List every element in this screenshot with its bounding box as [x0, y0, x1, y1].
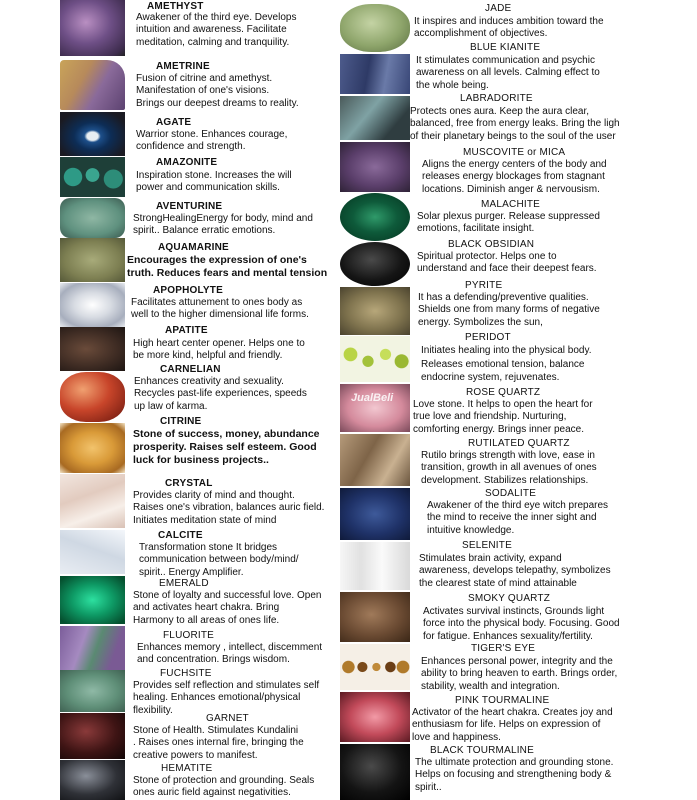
smoky-quartz-stone-image [340, 592, 410, 642]
peridot-stone-image [340, 336, 410, 382]
hematite-stone-image [60, 760, 125, 800]
emerald-stone-image [60, 576, 125, 624]
agate-stone-image [60, 112, 125, 156]
fuchsite-description: Provides self reflection and stimulates self healing. Enhances emotional/physical flexibility. [133, 680, 320, 716]
carnelian-description: Enhances creativity and sexuality. Recycles past-life experiences, speeds up law of karma. [134, 376, 307, 412]
agate-description: Warrior stone. Enhances courage, confidence and strength. [136, 129, 288, 153]
sodalite-description: Awakener of the third eye witch prepares the mind to receive the inner sight and intuitive knowledge. [427, 500, 609, 536]
jade-description: It inspires and induces ambition toward the accomplishment of objectives. [414, 16, 604, 40]
citrine-stone-image [60, 423, 125, 473]
ametrine-description: Fusion of citrine and amethyst. Manifestation of one's visions. Brings our deepest dreams to reality. [136, 73, 299, 109]
amazonite-stone-image [60, 157, 125, 197]
pink-tourmaline-description: Activator of the heart chakra. Creates joy and enthusiasm for life. Helps on expression of love and happiness. [412, 707, 613, 743]
crystal-name: CRYSTAL [165, 478, 213, 489]
peridot-description: Initiates healing into the physical body. Releases emotional tension, balance endocrine system, rejuvenates. [421, 345, 592, 383]
apopholyte-name: APOPHOLYTE [153, 285, 223, 296]
pyrite-name: PYRITE [465, 280, 503, 291]
labradorite-name: LABRADORITE [460, 93, 533, 104]
muscovite-name: MUSCOVITE or MICA [463, 147, 566, 158]
black-tourmaline-name: BLACK TOURMALINE [430, 745, 534, 756]
smoky-quartz-name: SMOKY QUARTZ [468, 593, 551, 604]
citrine-description: Stone of success, money, abundance prosperity. Raises self esteem. Good luck for business projects.. [133, 428, 320, 466]
apatite-name: APATITE [165, 325, 208, 336]
aquamarine-name: AQUAMARINE [158, 242, 229, 253]
jade-name: JADE [485, 3, 512, 14]
muscovite-stone-image [340, 142, 410, 192]
tigers-eye-description: Enhances personal power, integrity and the ability to bring heaven to earth. Brings order, stability, wealth and integration. [421, 656, 618, 692]
blue-kianite-stone-image [340, 54, 410, 94]
apatite-stone-image [60, 327, 125, 371]
pyrite-description: It has a defending/preventive qualities. Shields one from many forms of negative energy. Symbolizes the sun, [418, 292, 600, 328]
pyrite-stone-image [340, 287, 410, 335]
amethyst-name: AMETHYST [147, 1, 204, 12]
aventurine-name: AVENTURINE [156, 201, 223, 212]
agate-name: AGATE [156, 117, 192, 128]
sodalite-name: SODALITE [485, 488, 537, 499]
fluorite-description: Enhances memory , intellect, discemment and concentration. Brings wisdom. [137, 642, 323, 666]
carnelian-name: CARNELIAN [160, 364, 221, 375]
black-tourmaline-stone-image [340, 744, 410, 800]
emerald-name: EMERALD [159, 578, 209, 589]
carnelian-stone-image [60, 372, 125, 422]
garnet-name: GARNET [206, 713, 249, 724]
malachite-stone-image [340, 193, 410, 241]
emerald-description: Stone of loyalty and successful love. Open and activates heart chakra. Bring Harmony to all areas of ones life. [133, 590, 322, 626]
hematite-description: Stone of protection and grounding. Seals ones auric field against negativities. [133, 775, 315, 799]
labradorite-stone-image [340, 96, 410, 140]
rose-quartz-name: ROSE QUARTZ [466, 387, 541, 398]
rutilated-quartz-name: RUTILATED QUARTZ [468, 438, 570, 449]
crystal-stone-image [60, 474, 125, 528]
selenite-stone-image [340, 542, 410, 590]
smoky-quartz-description: Activates survival instincts, Grounds light force into the physical body. Focusing. Good for fatigue. Enhances sexuality/fertility. [423, 606, 620, 642]
fuchsite-stone-image [60, 670, 125, 712]
apopholyte-stone-image [60, 283, 125, 327]
black-obsidian-name: BLACK OBSIDIAN [448, 239, 535, 250]
calcite-stone-image [60, 530, 125, 574]
calcite-description: Transformation stone It bridges communication between body/mind/ spirit.. Energy Amplifier. [139, 542, 299, 578]
malachite-description: Solar plexus purger. Release suppressed emotions, facilitate insight. [417, 211, 600, 235]
calcite-name: CALCITE [158, 530, 203, 541]
ametrine-stone-image [60, 60, 125, 110]
black-obsidian-stone-image [340, 242, 410, 286]
muscovite-description: Aligns the energy centers of the body and releases energy blockages from stagnant locations. Diminish anger & nervousism. [422, 159, 607, 195]
sodalite-stone-image [340, 488, 410, 540]
tigers-eye-name: TIGER'S EYE [471, 643, 536, 654]
watermark-logo: JualBeli [351, 392, 394, 404]
aventurine-stone-image [60, 198, 125, 238]
amazonite-description: Inspiration stone. Increases the will power and communication skills. [136, 170, 292, 194]
malachite-name: MALACHITE [481, 199, 541, 210]
jade-stone-image [340, 4, 410, 52]
hematite-name: HEMATITE [161, 763, 213, 774]
selenite-name: SELENITE [462, 540, 512, 551]
selenite-description: Stimulates brain activity, expand awareness, develops telepathy, symbolizes the clearest state of mind attainable [419, 553, 611, 589]
tigers-eye-stone-image [340, 644, 410, 690]
amethyst-stone-image [60, 0, 125, 56]
ametrine-name: AMETRINE [156, 61, 210, 72]
rose-quartz-description: Love stone. It helps to open the heart for true love and friendship. Nurturing, comforting energy. Brings inner peace. [413, 399, 593, 435]
black-obsidian-description: Spiritual protector. Helps one to understand and face their deepest fears. [417, 251, 597, 275]
pink-tourmaline-name: PINK TOURMALINE [455, 695, 550, 706]
fluorite-stone-image [60, 626, 125, 670]
peridot-name: PERIDOT [465, 332, 511, 343]
rutilated-quartz-description: Rutilo brings strength with love, ease in transition, growth in all avenues of ones development. Stabilizes relationships. [421, 450, 597, 486]
aventurine-description: StrongHealingEnergy for body, mind and spirit.. Balance erratic emotions. [133, 213, 313, 237]
fuchsite-name: FUCHSITE [160, 668, 212, 679]
apopholyte-description: Facilitates attunement to ones body as well to the higher dimensional life forms. [131, 297, 309, 321]
garnet-stone-image [60, 713, 125, 759]
labradorite-description: Protects ones aura. Keep the aura clear, balanced, free from energy leaks. Bring the ligh of their planetary beings to the soul of the user [410, 106, 620, 142]
aquamarine-stone-image [60, 238, 125, 282]
rutilated-quartz-stone-image [340, 434, 410, 486]
crystal-description: Provides clarity of mind and thought. Raises one's vibration, balances auric field. Initiates meditation state of mind [133, 490, 325, 526]
blue-kianite-name: BLUE KIANITE [470, 42, 541, 53]
aquamarine-description: Encourages the expression of one's truth. Reduces fears and mental tension [127, 254, 328, 279]
garnet-description: Stone of Health. Stimulates Kundalini . Raises ones internal fire, bringing the creative powers to manifest. [133, 725, 304, 761]
blue-kianite-description: It stimulates communication and psychic awareness on all levels. Calming effect to the whole being. [416, 55, 600, 91]
black-tourmaline-description: The ultimate protection and grounding stone. Helps on focusing and strengthening body & spirit.. [415, 757, 614, 793]
amethyst-description: Awakener of the third eye. Develops intuition and awareness. Facilitate meditation, calming and tranquility. [136, 12, 297, 48]
citrine-name: CITRINE [160, 416, 202, 427]
pink-tourmaline-stone-image [340, 692, 410, 742]
amazonite-name: AMAZONITE [156, 157, 218, 168]
fluorite-name: FLUORITE [163, 630, 215, 641]
apatite-description: High heart center opener. Helps one to be more kind, helpful and friendly. [133, 338, 305, 362]
